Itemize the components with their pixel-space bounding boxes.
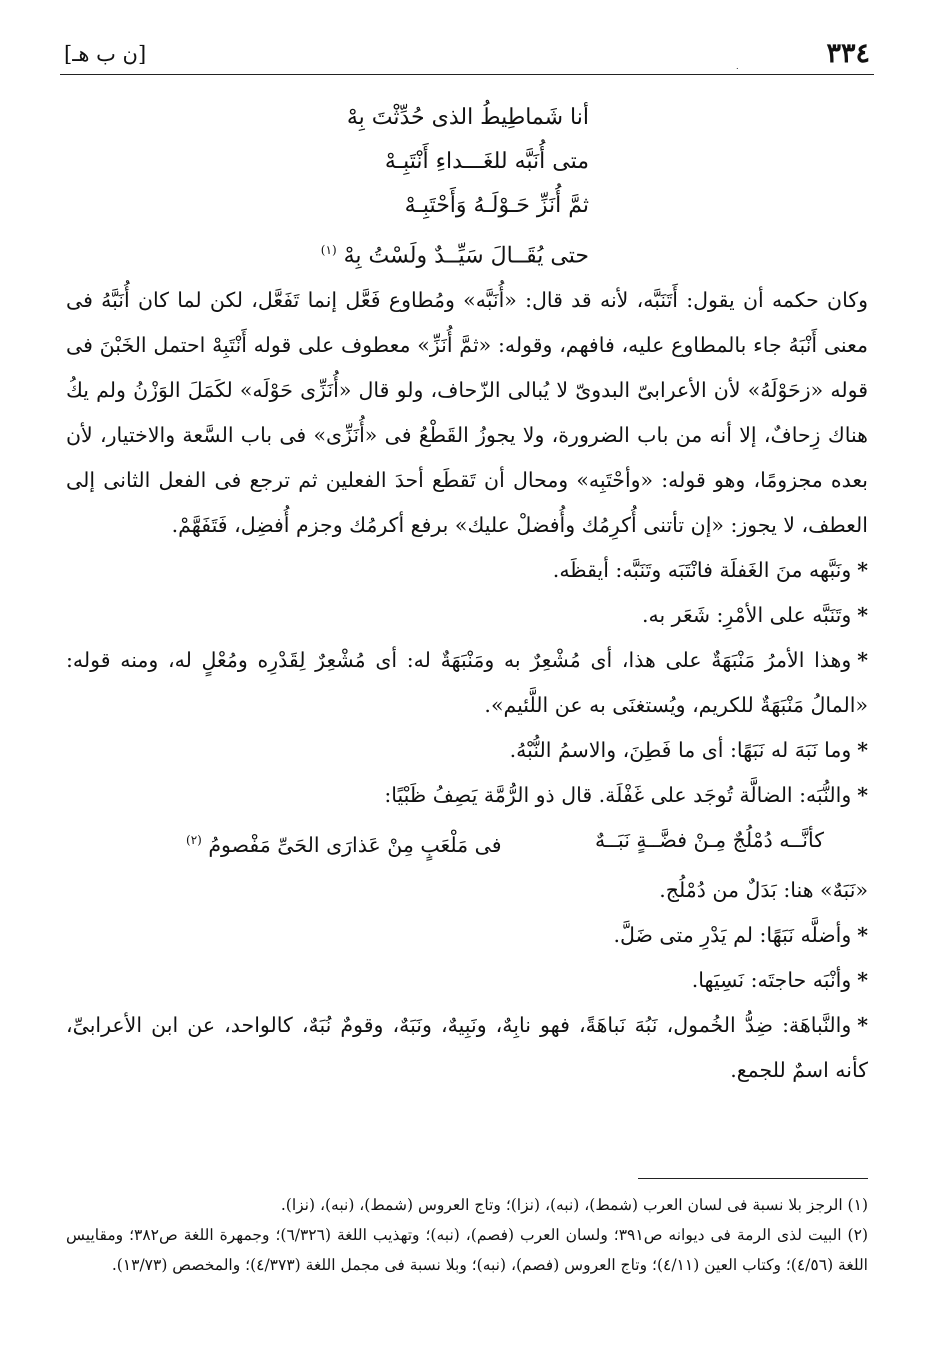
entry-text: ونَبَّهه منَ الغَفلَة فانْتَبَه وتَنَبَّه: أيقظَه. <box>552 558 852 582</box>
page-mark-dot: . <box>736 62 739 71</box>
entry-text: والنُّبَه: الضالَّة تُوجَد على غَفْلَة. قال ذو الرُّمَّة يَصِفُ ظَبْيًا: <box>384 783 852 807</box>
entry-star: * <box>857 783 868 807</box>
page-header <box>60 30 874 80</box>
verse-line: متى أُنَبَّه للغَـــداءِ أَنْتَبِـهْ <box>384 149 589 174</box>
couplet-second-half-wrap <box>186 818 502 868</box>
footnote-ref: (١) <box>320 243 337 257</box>
entry-paragraph <box>66 638 868 728</box>
entry-paragraph <box>66 773 868 818</box>
header-rule <box>60 74 874 75</box>
commentary-paragraph: وكان حكمه أن يقول: أَتَنَبَّه، لأنه قد قال: «أُنَبَّه» ومُطاوع فَعَّل إنما تَفَعَّل، لكن لما كان أُنَبَّهُ فى معنى أَنْبَهُ جاء بالمطاوع عليه، فافهم، وقوله: «ثمَّ أُنَزِّ» معطوف على قوله أَنْتَبِهْ احتمل الخَبْنَ فى قوله «زحَوْلَهُ» لأن الأعرابىّ البدوىّ لا يُبالى الزّحاف، ولو قال «أُنَزِّى حَوْلَه» لكَمَلَ الوَزْنُ ولم يكُ هناك زِحافٌ، إلا أنه من باب الضرورة، ولا يجوزُ القَطْعُ فى «أُنَزِّى» فى باب السَّعة والاختيار، لأن بعده مجزومًا، وهو قوله: «وأحْتَبِه» ومحال أن تَقطَع أحدَ الفعلين ثم ترجع فى الفعل الثانى إلى العطف، لا يجوز: «إن تأتنى أُكرِمُك وأُفضلْ عليك» برفع أكرمُك وجزم أُفضِل، فَتَفَهَّمْ. <box>66 288 868 537</box>
entry-star: * <box>857 558 868 582</box>
entry-star: * <box>857 603 868 627</box>
footnote-ref: (٢) <box>186 833 202 847</box>
entry-text: والنَّباهَة: ضِدُّ الخُمول، نَبُهَ نَباهَةً، فهو نابِهٌ، ونَبِيهٌ، ونَبَهٌ، وقومٌ نُبَهٌ، كالواحد، عن ابن الأعرابىِّ، كأنه اسمٌ للجمع. <box>66 1012 868 1082</box>
entry-paragraph <box>66 958 868 1003</box>
footnotes <box>66 1190 868 1280</box>
couplet-second-half: فى مَلْعَبٍ مِنْ عَذارَى الحَىِّ مَفْصومُ <box>208 832 502 857</box>
entry-text: وتَنَبَّه على الأمْرِ: شَعَر به. <box>641 603 852 627</box>
entry-star: * <box>857 1012 868 1037</box>
entry-star: * <box>857 922 868 947</box>
footnote: (١) الرجز بلا نسبة فى لسان العرب (شمط)، (نبه)، (نزا)؛ وتاج العروس (شمط)، (نبه)، (نزا). <box>280 1196 868 1214</box>
verse-line: ثمَّ أُنَزِّ حَـوْلَـهُ وَأَحْتَبِـهْ <box>404 193 589 218</box>
entry-paragraph <box>66 913 868 958</box>
page-number: ٣٣٤ <box>826 38 870 69</box>
entry-star: * <box>857 967 868 992</box>
couplet-first-half: كأنَّــه دُمْلُجٌ مِـنْ فضَّــةٍ نَبَــهٌ <box>595 828 824 852</box>
verse-line: أنا شَماطِيطُ الذى حُدِّثْتَ بِهْ <box>346 105 589 130</box>
root-label: [ن ب هـ] <box>64 42 147 66</box>
verse-line <box>269 228 589 278</box>
entry-star: * <box>857 648 868 672</box>
entry-text: وما نَبَهَ له نَبَهًا: أى ما فَطِنَ، والاسمُ النُّبْهُ. <box>509 738 852 762</box>
entry-star: * <box>857 738 868 762</box>
entry-text: وهذا الأمرُ مَنْبَهَةٌ على هذا، أى مُشْعِرٌ به ومَنْبَهَةٌ له: أى مُشْعِرٌ لِقَدْرِه ومُعْلٍ له، ومنه قوله: «المالُ مَنْبَهَةٌ للكريم، ويُستغنَى به عن اللَّئيم». <box>66 648 868 717</box>
verse-line-text: حتى يُقَــالَ سَيِّــدٌ ولَسْتُ بِهْ <box>343 243 589 269</box>
entry-text: وأنْبَه حاجتَه: نَسِيَها. <box>691 967 852 992</box>
entry-paragraph <box>66 593 868 638</box>
entry-paragraph <box>66 548 868 593</box>
rajaz-verse <box>269 96 589 278</box>
gloss-line: «نَبَهٌ» هنا: بَدَلٌ من دُمْلُج. <box>659 877 868 902</box>
main-text <box>66 278 868 1093</box>
entry-paragraph <box>66 728 868 773</box>
footnote-rule <box>638 1178 868 1179</box>
entry-paragraph <box>66 1003 868 1093</box>
entry-text: وأضلَّه نَبَهًا: لم يَدْرِ متى ضَلَّ. <box>613 922 852 947</box>
poetry-couplet <box>66 818 868 868</box>
footnote: (٢) البيت لذى الرمة فى ديوانه ص٣٩١؛ ولسان العرب (فصم)، (نبه)؛ وتهذيب اللغة (٦/٣٢٦)؛ وجمهرة اللغة ص٣٨٢؛ ومقاييس اللغة (٤/٥٦)؛ وكتاب العين (٤/١١)؛ وتاج العروس (فصم)، (نبه)؛ وبلا نسبة فى مجمل اللغة (٤/٣٧٣)؛ والمخصص (١٣/٧٣). <box>66 1226 868 1274</box>
